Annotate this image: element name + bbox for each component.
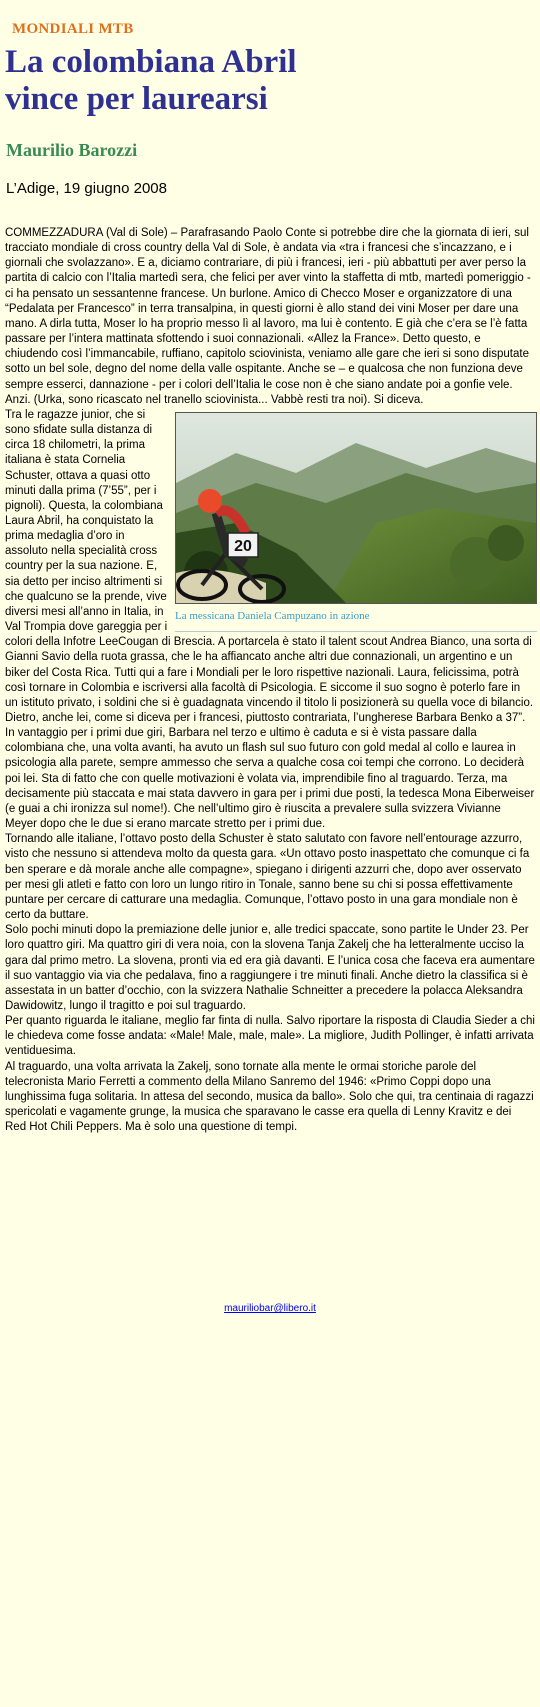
paragraph-1-text: COMMEZZADURA (Val di Sole) – Parafrasando Paolo Conte si potrebbe dire che la giornata di ieri, sul tracciato mondiale di cross country della Val di Sole, è andata via «tra i francesi che s’incazzano, e i giornali che svolazzano». E a, diciamo contrariare, di più i francesi, ieri - più abbattuti per aver perso la partita di calcio con l’Italia martedì sera, che felici per aver vinto la staffetta di mtb, martedì pomeriggio - ci ha pensato un sessantenne francese. Un burlone. Amico di Checco Moser e organizzatore di una “Pedalata per Francesco” in terra transalpina, in questi giorni è allo stand dei vini Moser per dare una mano. A dirla tutta, Moser lo ha proprio messo lì al lavoro, ma lui è contento. E già che c’era se l’è fatta passare per l’intera mattinata sfottendo i suoi connazionali. «Allez la France». Detto questo, e chiudendo così l’immancabile, ruffiano, capitolo sciovinista, veniamo alle gare che ieri si sono disputate sotto un bel sole, degno del nome della valle ospitante. Anche se – e qualcosa che non funziona deve sempre esserci, dannazione - per i colori dell’Italia le cose non è che siano andate poi a gonfie vele. Anzi. (Urka, sono ricascato nel tranello sciovinista... Vabbè resti tra noi). Si diceva. <box>5 227 531 406</box>
mountain-biker-photo <box>175 412 537 604</box>
article-paragraph-4 <box>5 923 535 1014</box>
author-byline: Maurilio Barozzi <box>6 140 138 160</box>
article-paragraph-1 <box>5 226 535 408</box>
article-paragraph-6 <box>5 1060 535 1136</box>
photo-caption: La messicana Daniela Campuzano in azione <box>175 609 370 622</box>
article-paragraph-3 <box>5 832 535 923</box>
paragraph-4-text: Solo pochi minuti dopo la premiazione delle junior e, alle tredici spaccate, sono partite le Under 23. Per loro quattro giri. Ma quattro giri di vera noia, con la slovena Tanja Zakelj che ha letteralmente ucciso la gara dal primo metro. La slovena, pronti via ed era già davanti. E l’unica cosa che faceva era aumentare il suo vantaggio via via che pedalava, fino a raggiungere i tre minuti finali. Anche dietro la classifica si è assestata in un batter d’occhio, con la svizzera Nathalie Schneitter a precedere la polacca Aleksandra Dawidowitz, lungo il tragitto e poi sul traguardo. <box>5 924 535 1012</box>
paragraph-3-text: Tornando alle italiane, l’ottavo posto della Schuster è stato salutato con favore nell’entourage azzurro, visto che nessuno si attendeva molto da questa gara. «Un ottavo posto inaspettato che comunque ci fa ben sperare e dà morale anche alle compagne», spiegano i dirigenti azzurri che, dopo aver osservato per mesi gli atleti e fatto con loro un lungo ritiro in Tonale, sanno bene su chi si possa effettivamente puntare per cercare di catturare una medaglia. Comunque, l’ottavo posto in una gara mondiale non è certo da buttare. <box>5 833 530 922</box>
headline-line-2: vince per laurearsi <box>5 81 268 117</box>
headline <box>5 44 525 118</box>
article-paragraph-5 <box>5 1014 535 1059</box>
paragraph-5-text: Per quanto riguarda le italiane, meglio far finta di nulla. Salvo riportare la risposta di Claudia Sieder a chi le chiedeva come fosse andata: «Male! Male, male, male». La migliore, Judith Pollinger, è infatti arrivata ventiduesima. <box>5 1015 535 1058</box>
author-email-link[interactable]: mauriliobar@libero.it <box>224 1303 316 1314</box>
article-body <box>5 226 535 1135</box>
paragraph-6-text: Al traguardo, una volta arrivata la Zakelj, sono tornate alla mente le ormai storiche parole del telecronista Mario Ferretti a commento della Milano Sanremo del 1946: «Primo Coppi dopo una lunghissima fuga solitaria. In attesa del secondo, musica da ballo». Solo che qui, tra centinaia di ragazzi spericolati e vagamente grunge, la musica che sparavano le casse era quella di Lenny Kravitz e dei Red Hot Chili Peppers. Ma è solo una questione di tempi. <box>5 1060 534 1134</box>
dateline: L’Adige, 19 giugno 2008 <box>6 180 167 197</box>
headline-line-1: La colombiana Abril <box>5 44 297 80</box>
paragraph-2-text: Tra le ragazze junior, che si sono sfidate sulla distanza di circa 18 chilometri, la prima italiana è stata Cornelia Schuster, ottava a quasi otto minuti dalla prima (7’55”, per i pignoli). Questa, la colombiana Laura Abril, ha conquistato la prima medaglia d’oro in assoluto nella specialità cross country per la sua nazione. E, sia detto per inciso altrimenti si che qualcuno se la prende, vive diversi mesi all’anno in Italia, in Val Trompia dove gareggia per i colori della Infotre LeeCougan di Brescia. A portarcela è stato il talent scout Andrea Bianco, una sorta di Gianni Savio della ruota grassa, che le ha affiancato anche altri due connazionali, un argentino e un biker del Costa Rica. Tutti qui a fare i Mondiali per le loro rispettive nazionali. Laura, felicissima, potrà così tornare in Colombia e iscriversi alla facoltà di Psicologia. E siccome il suo sogno è poterlo fare in un istituto privato, i soldini che si è guadagnata vincendo il titolo li posizionerà su quella voce di bilancio. Dietro, anche lei, come si diceva per i francesi, piuttosto contrariata, l’ungherese Barbara Benko a 37”. In vantaggio per i primi due giri, Barbara nel terzo e ultimo è caduta e si è vista passare dalla colombiana che, una volta avanti, ha avuto un flash sul suo futuro con gold medal al collo e laurea in psicologia alla parete, sempre ammesso che serva a qualche cosa coi tempi che corrono. Lo deciderà poi lei. Sta di fatto che con quelle motivazioni è volata via, imprendibile fino al traguardo. Terza, ma decisamente più staccata e mai stata davvero in gara per i primi due posti, la tedesca Mona Eiberweiser (e guai a chi ironizza sul nome!). Che nell’ultimo giro è riuscita a prevalere sulla svizzera Vivianne Meyer dopo che le due si erano marcate stretto per i primi due. <box>5 408 535 831</box>
bib-number: 20 <box>234 537 252 555</box>
photo-figure <box>175 412 537 632</box>
section-kicker: MONDIALI MTB <box>12 21 134 37</box>
